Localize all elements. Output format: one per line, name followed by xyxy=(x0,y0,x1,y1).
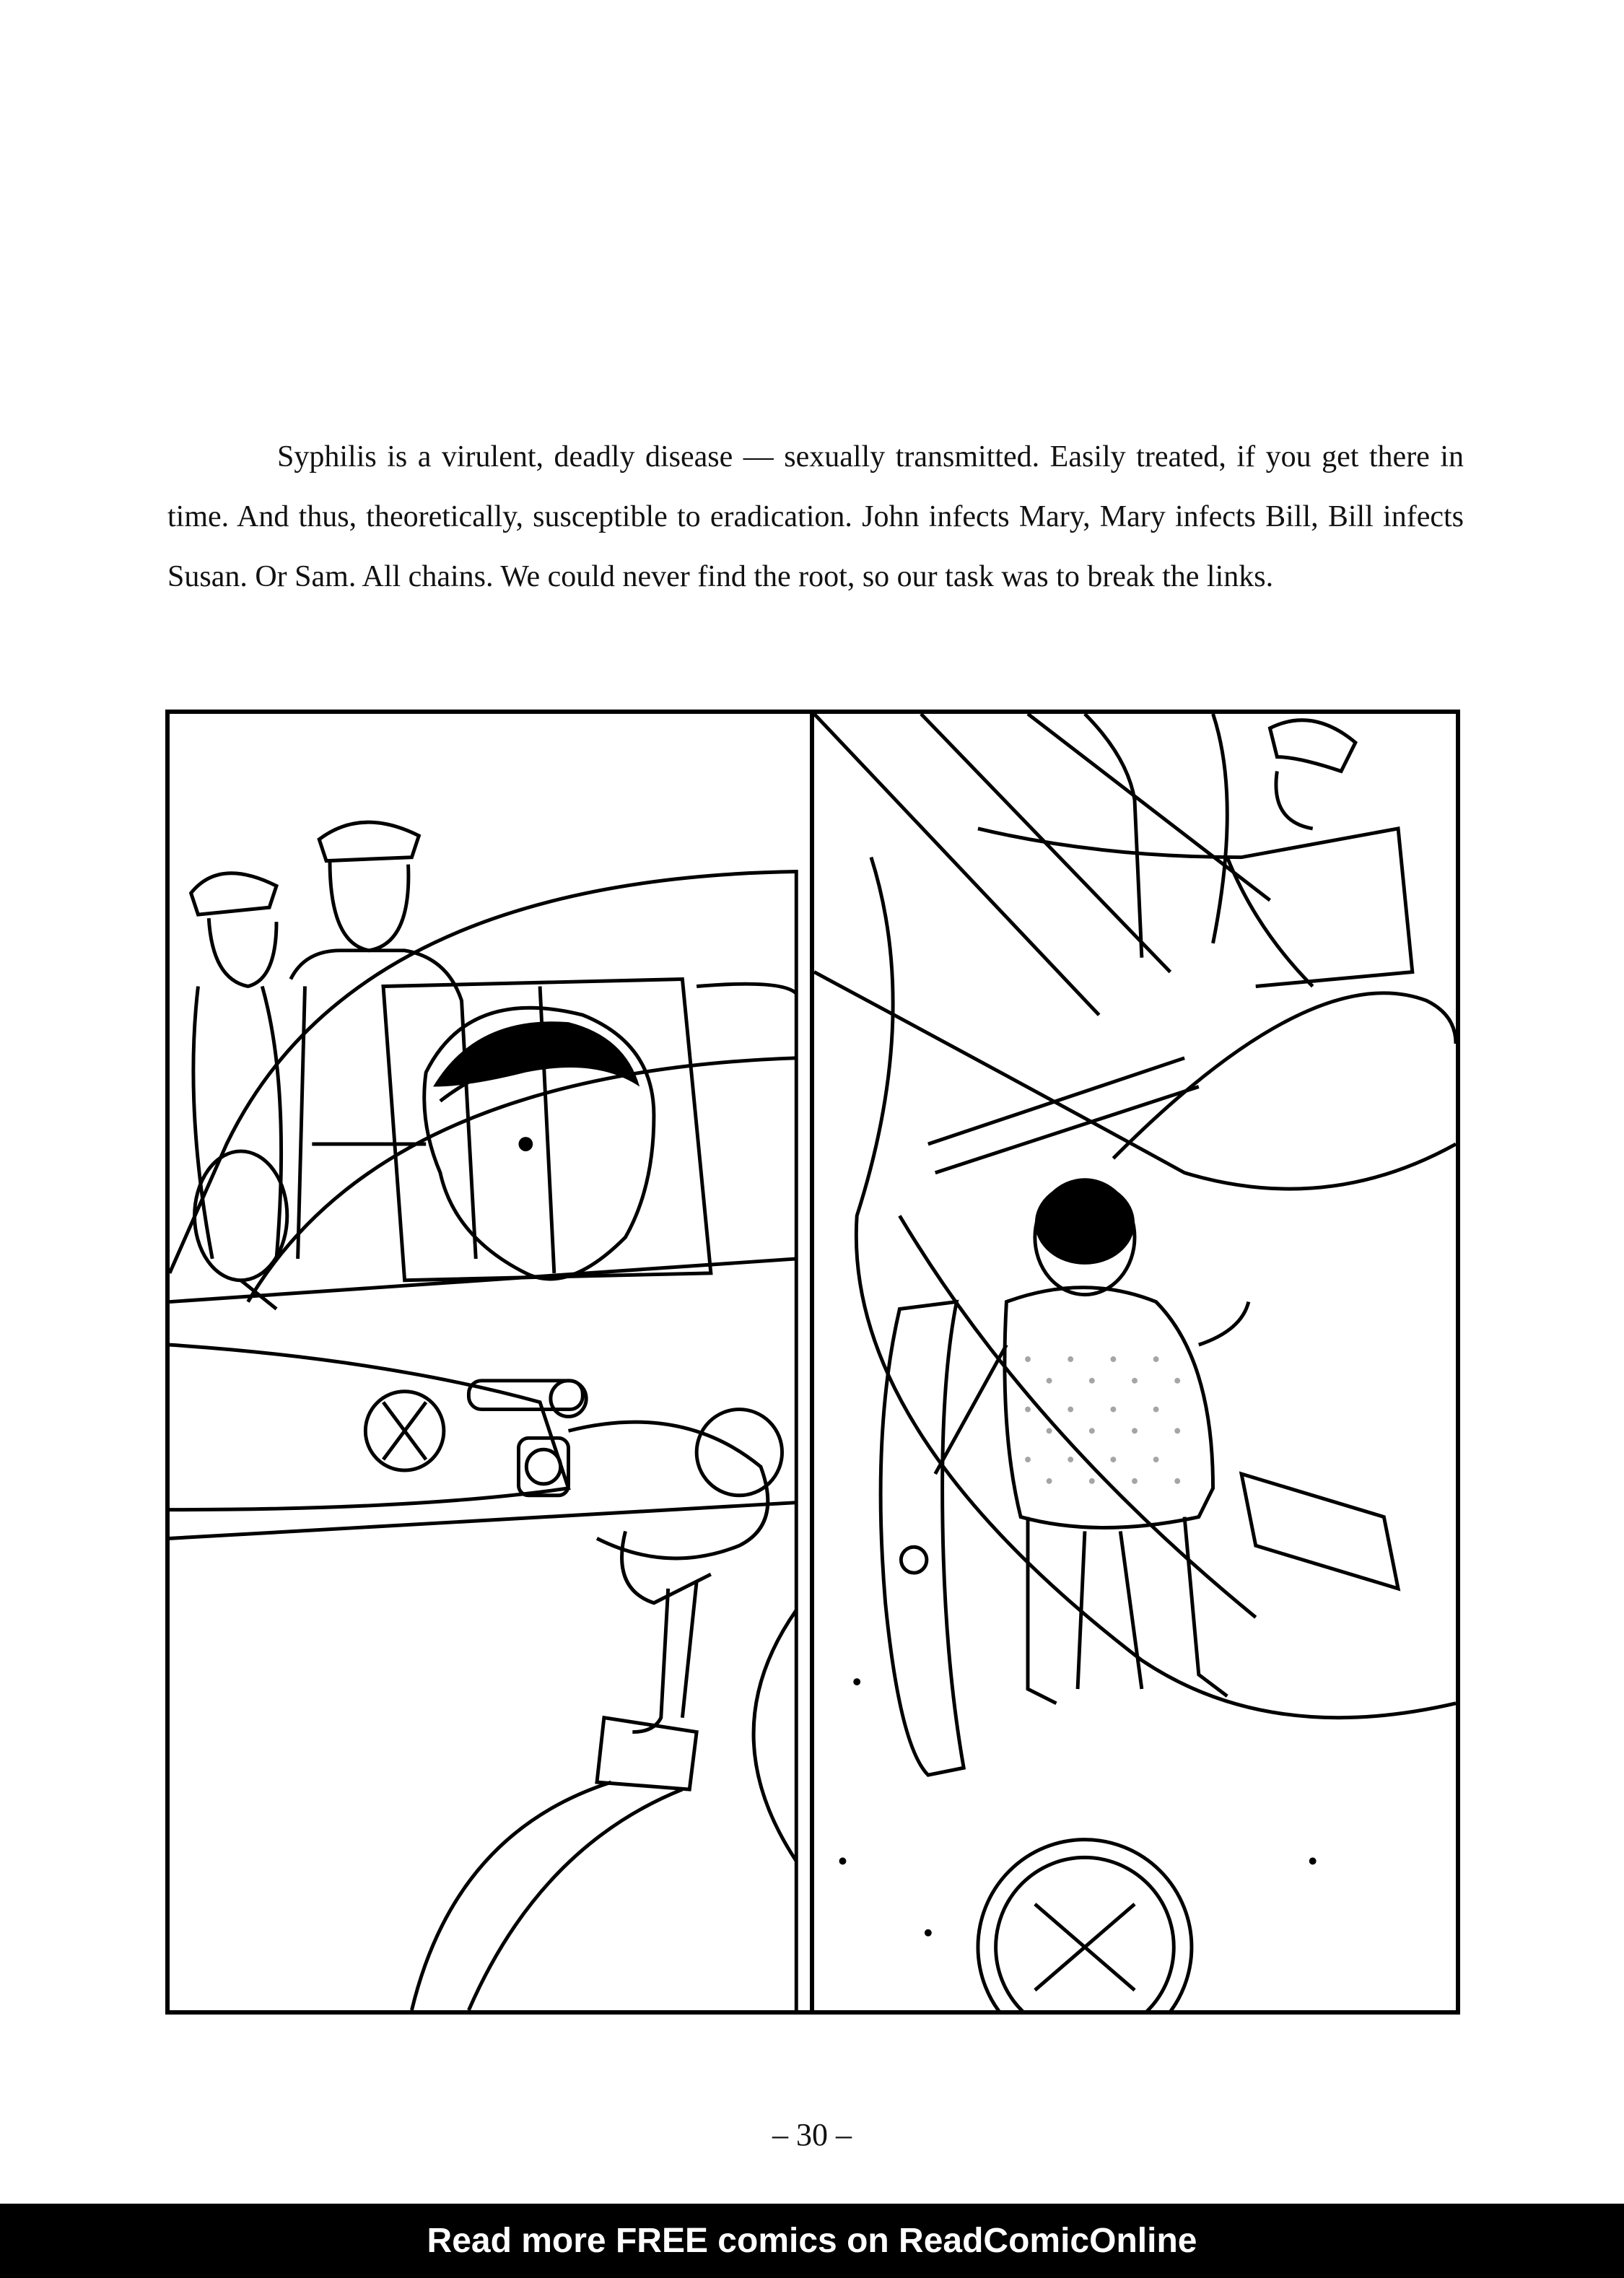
comic-panel-right xyxy=(810,710,1460,2015)
body-paragraph: Syphilis is a virulent, deadly disease — sexually transmitted. Easily treated, if you get there in time. And thus, theoretically, susceptible to eradication. John infects Mary, Mary infects Bill, Bill infects Susan. Or Sam. All chains. We could never find the root, so our task was to break the links. xyxy=(167,440,1464,593)
promo-banner[interactable]: Read more FREE comics on ReadComicOnline xyxy=(0,2204,1624,2278)
page-number: – 30 – xyxy=(772,2117,852,2152)
illustration-gas-station-driver xyxy=(170,714,811,2010)
comic-panel-left xyxy=(165,710,815,2015)
illustration-man-at-car-door xyxy=(814,714,1456,2010)
